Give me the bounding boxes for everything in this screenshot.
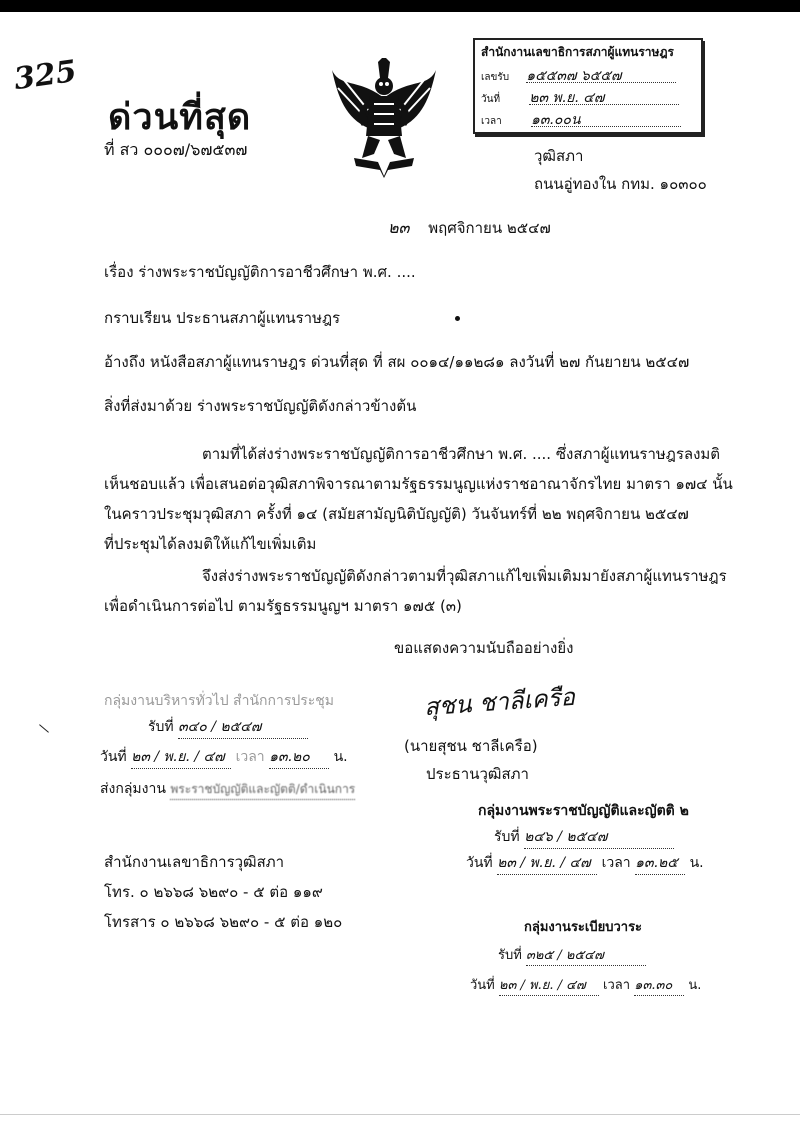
agenda-stamp-number-row xyxy=(498,944,646,966)
agenda-stamp-number-label: รับที่ xyxy=(498,948,522,963)
agenda-group-stamp xyxy=(470,916,720,996)
agenda-stamp-date-row xyxy=(470,974,701,996)
receipt-stamp xyxy=(473,38,703,134)
receipt-stamp-time-row xyxy=(481,114,681,128)
receipt-stamp-number-label: เลขรับ xyxy=(481,72,510,83)
body-paragraph1-line3: ในคราวประชุมวุฒิสภา ครั้งที่ ๑๔ (สมัยสามัญนิติบัญญัติ) วันจันทร์ที่ ๒๒ พฤศจิกายน ๒๕๔๗ xyxy=(104,505,689,523)
agenda-stamp-time-value: ๑๓.๓๐ xyxy=(634,974,684,996)
admin-stamp-time-label: เวลา xyxy=(235,749,265,765)
admin-stamp-number-label: รับที่ xyxy=(148,719,174,735)
receipt-stamp-number-value: ๑๕๕๓๗ ๖๕๕๗ xyxy=(526,70,676,83)
sender-address: ถนนอู่ทองใน กทม. ๑๐๓๐๐ xyxy=(534,175,707,193)
urgency-heading: ด่วนที่สุด xyxy=(108,97,252,138)
admin-receipt-stamp xyxy=(100,690,370,810)
bill-stamp-number-label: รับที่ xyxy=(494,829,520,845)
agenda-stamp-time-unit: น. xyxy=(688,978,702,993)
admin-stamp-date-row xyxy=(100,746,348,769)
enclosure-line: สิ่งที่ส่งมาด้วย ร่างพระราชบัญญัติดังกล่าวข้างต้น xyxy=(104,397,417,415)
body-paragraph1-line1: ตามที่ได้ส่งร่างพระราชบัญญัติการอาชีวศึกษา พ.ศ. .... ซึ่งสภาผู้แทนราษฎรลงมติ xyxy=(202,445,721,463)
agenda-stamp-time-label: เวลา xyxy=(603,978,631,993)
bill-stamp-date-label: วันที่ xyxy=(466,855,493,871)
date-line xyxy=(388,218,551,238)
bill-stamp-time-value: ๑๓.๒๕ xyxy=(635,852,685,875)
signature-scribble: สุชน ชาลีเครือ xyxy=(423,682,576,722)
receipt-stamp-time-value: ๑๓.๐๐น xyxy=(531,114,681,127)
garuda-emblem xyxy=(328,58,440,178)
scan-top-border xyxy=(0,0,800,12)
receipt-stamp-date-row xyxy=(481,92,679,106)
bill-stamp-number-row xyxy=(494,826,674,849)
bill-stamp-number-value: ๒๔๖ / ๒๕๔๗ xyxy=(524,826,674,849)
date-day: ๒๓ xyxy=(388,218,410,237)
receipt-stamp-title: สำนักงานเลขาธิการสภาผู้แทนราษฎร xyxy=(481,45,674,59)
bill-stamp-time-label: เวลา xyxy=(601,855,631,871)
scan-bottom-edge xyxy=(0,1114,800,1125)
bill-stamp-title: กลุ่มงานพระราชบัญญัติและญัตติ ๒ xyxy=(478,803,689,819)
admin-stamp-date-value: ๒๓ / พ.ย. / ๔๗ xyxy=(131,746,231,769)
subject-line: เรื่อง ร่างพระราชบัญญัติการอาชีวศึกษา พ.ศ. .... xyxy=(104,263,416,281)
sender-organization: วุฒิสภา xyxy=(534,147,584,165)
admin-stamp-send-label: ส่งกลุ่มงาน xyxy=(100,781,166,797)
margin-tick-mark xyxy=(39,724,49,732)
bill-stamp-date-value: ๒๓ / พ.ย. / ๔๗ xyxy=(497,852,597,875)
admin-stamp-time-value: ๑๓.๒๐ xyxy=(269,746,329,769)
admin-stamp-send-value: พระราชบัญญัติและญัตติ/ดำเนินการ xyxy=(170,780,355,800)
agenda-stamp-date-label: วันที่ xyxy=(470,978,495,993)
stray-mark xyxy=(455,316,460,321)
date-month-year: พฤศจิกายน ๒๕๔๗ xyxy=(428,219,551,237)
footer-fax: โทรสาร ๐ ๒๖๖๘ ๖๒๙๐ - ๕ ต่อ ๑๒๐ xyxy=(104,913,343,931)
signatory-name: (นายสุชน ชาลีเครือ) xyxy=(404,737,538,755)
admin-stamp-send-row xyxy=(100,778,355,800)
agenda-stamp-date-value: ๒๓ / พ.ย. / ๔๗ xyxy=(499,974,599,996)
receipt-stamp-number-row xyxy=(481,70,676,84)
footer-office: สำนักงานเลขาธิการวุฒิสภา xyxy=(104,853,285,871)
body-paragraph1-line4: ที่ประชุมได้ลงมติให้แก้ไขเพิ่มเติม xyxy=(104,535,317,553)
receipt-stamp-date-value: ๒๓ พ.ย. ๔๗ xyxy=(529,92,679,105)
closing-line: ขอแสดงความนับถืออย่างยิ่ง xyxy=(394,639,574,657)
admin-stamp-number-value: ๓๔๐ / ๒๕๔๗ xyxy=(178,716,308,739)
reference-line: อ้างถึง หนังสือสภาผู้แทนราษฎร ด่วนที่สุด ที่ สผ ๐๐๑๔/๑๑๒๘๑ ลงวันที่ ๒๗ กันยายน ๒๕๔๗ xyxy=(104,353,690,371)
admin-stamp-date-label: วันที่ xyxy=(100,749,127,765)
admin-stamp-title: กลุ่มงานบริหารทั่วไป สำนักการประชุม xyxy=(104,693,335,709)
signatory-position: ประธานวุฒิสภา xyxy=(426,765,529,783)
body-paragraph2-line1: จึงส่งร่างพระราชบัญญัติดังกล่าวตามที่วุฒิสภาแก้ไขเพิ่มเติมมายังสภาผู้แทนราษฎร xyxy=(202,567,727,585)
admin-stamp-number-row xyxy=(148,716,308,739)
bill-stamp-time-unit: น. xyxy=(689,855,704,871)
admin-stamp-time-unit: น. xyxy=(333,749,348,765)
footer-phone: โทร. ๐ ๒๖๖๘ ๖๒๙๐ - ๕ ต่อ ๑๑๙ xyxy=(104,883,323,901)
agenda-stamp-title: กลุ่มงานระเบียบวาระ xyxy=(524,920,643,935)
body-paragraph1-line2: เห็นชอบแล้ว เพื่อเสนอต่อวุฒิสภาพิจารณาตามรัฐธรรมนูญแห่งราชอาณาจักรไทย มาตรา ๑๗๔ นั้น xyxy=(104,475,733,493)
receipt-stamp-date-label: วันที่ xyxy=(481,94,501,105)
addressee-line: กราบเรียน ประธานสภาผู้แทนราษฎร xyxy=(104,309,341,327)
receipt-stamp-time-label: เวลา xyxy=(481,116,502,127)
document-number: ที่ สว ๐๐๐๗/๖๗๕๓๗ xyxy=(104,140,248,159)
agenda-stamp-number-value: ๓๒๕ / ๒๕๔๗ xyxy=(526,944,646,966)
bill-stamp-date-row xyxy=(466,852,704,875)
bill-group-stamp xyxy=(466,800,736,880)
body-paragraph2-line2: เพื่อดำเนินการต่อไป ตามรัฐธรรมนูญฯ มาตรา ๑๗๕ (๓) xyxy=(104,597,462,615)
handwritten-corner-number: 325 xyxy=(11,53,79,98)
